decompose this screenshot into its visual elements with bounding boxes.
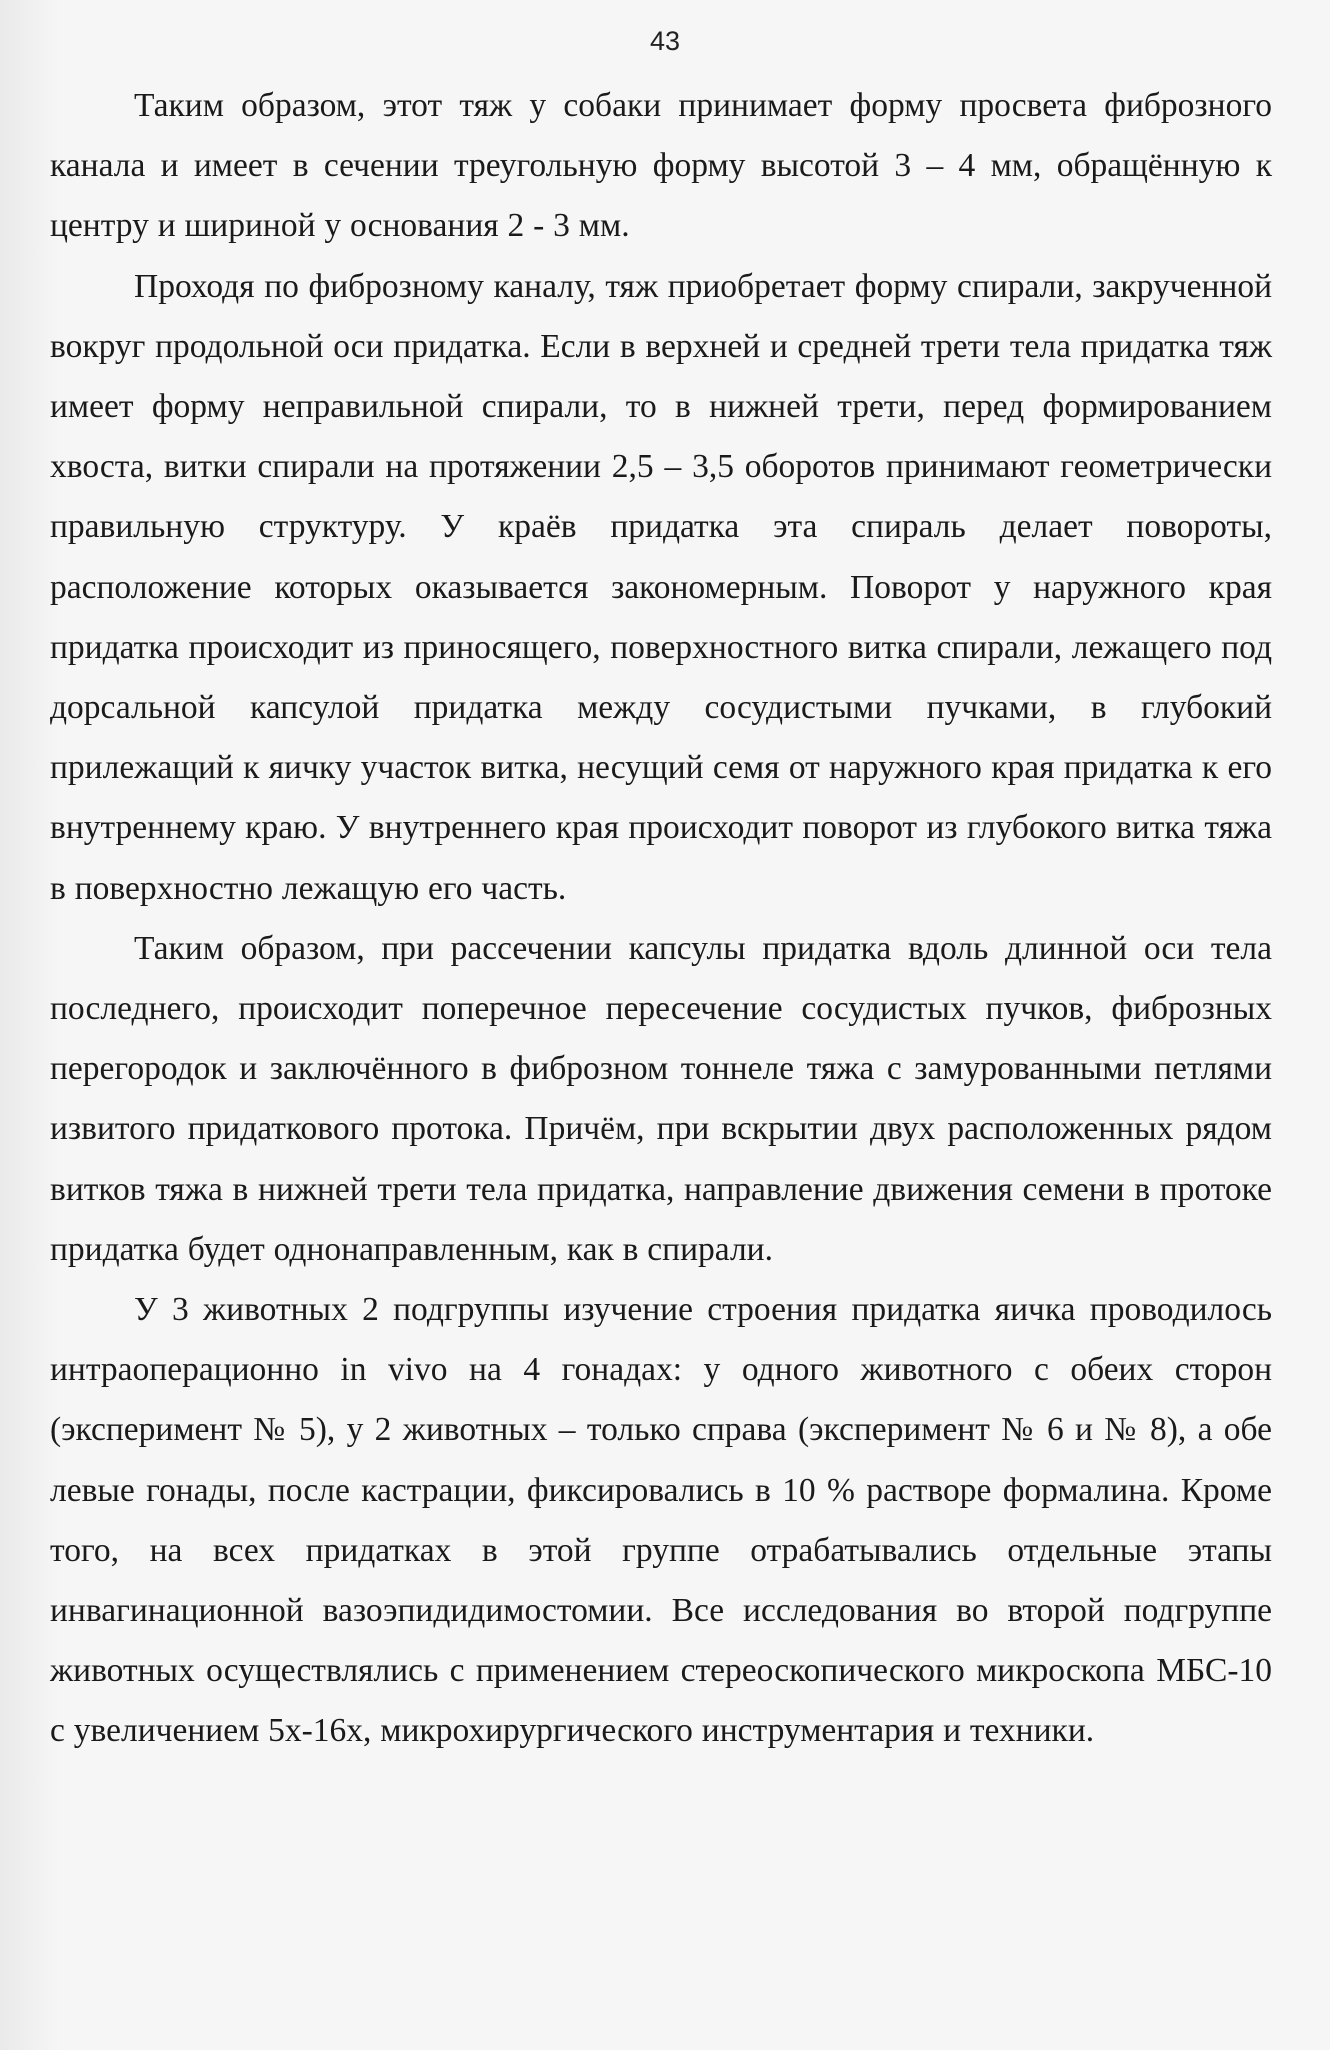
page-number: 43 [649,26,681,56]
body-text [50,76,1272,1762]
paragraph-3: Таким образом, при рассечении капсулы придатка вдоль длинной оси тела последнего, происходит поперечное пересечение сосудистых пучков, фиброзных перегородок и заключённого в фиброзном тоннеле тяжа с замурованными петлями извитого придаткового протока. Причём, при вскрытии двух расположенных рядом витков тяжа в нижней трети тела придатка, направление движения семени в протоке придатка будет однонаправленным, как в спирали. [50,929,1272,1268]
paragraph-2: Проходя по фиброзному каналу, тяж приобретает форму спирали, закрученной вокруг продольной оси придатка. Если в верхней и средней трети тела придатка тяж имеет форму неправильной спирали, то в нижней трети, перед формированием хвоста, витки спирали на протяжении 2,5 – 3,5 оборотов принимают геометрически правильную структуру. У краёв придатка эта спираль делает повороты, расположение которых оказывается закономерным. Поворот у наружного края придатка происходит из приносящего, поверхностного витка спирали, лежащего под дорсальной капсулой придатка между сосудистыми пучками, в глубокий прилежащий к яичку участок витка, несущий семя от наружного края придатка к его внутреннему краю. У внутреннего края происходит поворот из глубокого витка тяжа в поверхностно лежащую его часть. [50,267,1272,907]
paragraph-4: У 3 животных 2 подгруппы изучение строения придатка яичка проводилось интраоперационно in vivo на 4 гонадах: у одного животного с обеих сторон (эксперимент № 5), у 2 животных – только справа (эксперимент № 6 и № 8), а обе левые гонады, после кастрации, фиксировались в 10 % растворе формалина. Кроме того, на всех придатках в этой группе отрабатывались отдельные этапы инвагинационной вазоэпидидимостомии. Все исследования во второй подгруппе животных осуществлялись с применением стереоскопического микроскопа МБС-10 с увеличением 5х-16х, микрохирургического инструментария и техники. [50,1291,1272,1750]
paragraph-1: Таким образом, этот тяж у собаки принимает форму просвета фиброзного канала и имеет в сечении треугольную форму высотой 3 – 4 мм, обращённую к центру и шириной у основания 2 - 3 мм. [50,87,1272,245]
